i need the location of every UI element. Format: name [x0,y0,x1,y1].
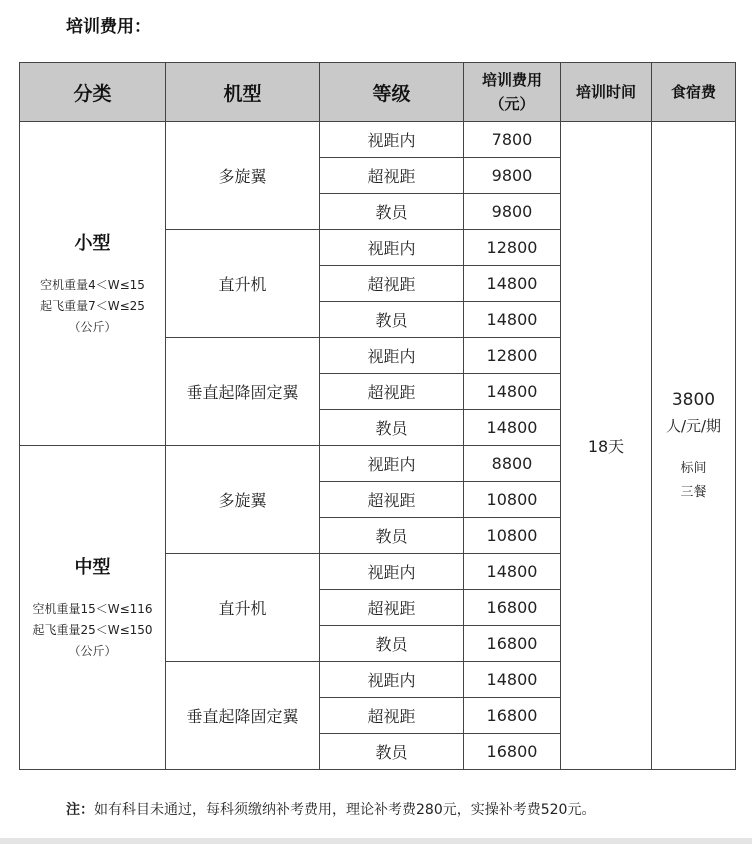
category-cell [20,446,166,770]
lodging-cell [652,122,736,770]
level-cell: 教员 [320,194,464,230]
bottom-divider [0,838,752,844]
level-cell: 超视距 [320,590,464,626]
level-cell: 教员 [320,734,464,770]
fee-cell: 12800 [464,338,561,374]
lodging-room: 标间 [680,460,707,476]
header-level: 等级 [320,63,464,122]
fee-cell: 14800 [464,410,561,446]
level-cell: 视距内 [320,122,464,158]
fee-cell: 12800 [464,230,561,266]
level-cell: 超视距 [320,266,464,302]
level-cell: 视距内 [320,446,464,482]
level-cell: 教员 [320,626,464,662]
fee-cell: 16800 [464,590,561,626]
header-lodging: 食宿费 [652,63,736,122]
fee-cell: 16800 [464,698,561,734]
model-cell: 多旋翼 [166,122,320,230]
fee-cell: 8800 [464,446,561,482]
fee-cell: 14800 [464,374,561,410]
category-empty-weight: 空机重量4＜W≤15 [40,278,145,292]
level-cell: 视距内 [320,338,464,374]
page-title: 培训费用： [66,17,151,37]
fee-cell: 7800 [464,122,561,158]
footnote-text: 如有科目未通过，每科须缴纳补考费用，理论补考费280元，实操补考费520元。 [94,802,596,818]
category-empty-weight: 空机重量15＜W≤116 [32,602,153,616]
fee-cell: 14800 [464,554,561,590]
model-cell: 垂直起降固定翼 [166,662,320,770]
category-unit: （公斤） [68,320,117,334]
fee-cell: 14800 [464,302,561,338]
model-cell: 多旋翼 [166,446,320,554]
training-fee-table [19,62,736,770]
category-unit: （公斤） [68,644,117,658]
fee-cell: 9800 [464,194,561,230]
fee-cell: 16800 [464,626,561,662]
header-model: 机型 [166,63,320,122]
category-cell [20,122,166,446]
level-cell: 超视距 [320,374,464,410]
footnote-label: 注： [66,802,94,818]
table-header-row [20,63,736,122]
level-cell: 超视距 [320,698,464,734]
duration-cell: 18天 [561,122,652,770]
level-cell: 视距内 [320,230,464,266]
header-category: 分类 [20,63,166,122]
level-cell: 教员 [320,410,464,446]
model-cell: 垂直起降固定翼 [166,338,320,446]
category-name: 中型 [74,557,111,578]
lodging-price: 3800 [671,389,716,410]
fee-cell: 9800 [464,158,561,194]
level-cell: 视距内 [320,554,464,590]
category-takeoff-weight: 起飞重量25＜W≤150 [32,623,153,637]
category-takeoff-weight: 起飞重量7＜W≤25 [40,299,145,313]
level-cell: 教员 [320,302,464,338]
fee-cell: 16800 [464,734,561,770]
header-fee-line2: （元） [489,95,535,113]
model-cell: 直升机 [166,230,320,338]
level-cell: 超视距 [320,482,464,518]
level-cell: 视距内 [320,662,464,698]
lodging-meals: 三餐 [680,484,707,500]
footnote [66,799,595,819]
table-row [20,122,736,158]
lodging-unit: 人/元/期 [665,416,722,435]
header-fee [464,63,561,122]
fee-cell: 14800 [464,662,561,698]
fee-cell: 14800 [464,266,561,302]
level-cell: 超视距 [320,158,464,194]
category-name: 小型 [74,233,111,254]
fee-cell: 10800 [464,518,561,554]
level-cell: 教员 [320,518,464,554]
header-fee-line1: 培训费用 [481,71,542,89]
header-duration: 培训时间 [561,63,652,122]
fee-cell: 10800 [464,482,561,518]
model-cell: 直升机 [166,554,320,662]
